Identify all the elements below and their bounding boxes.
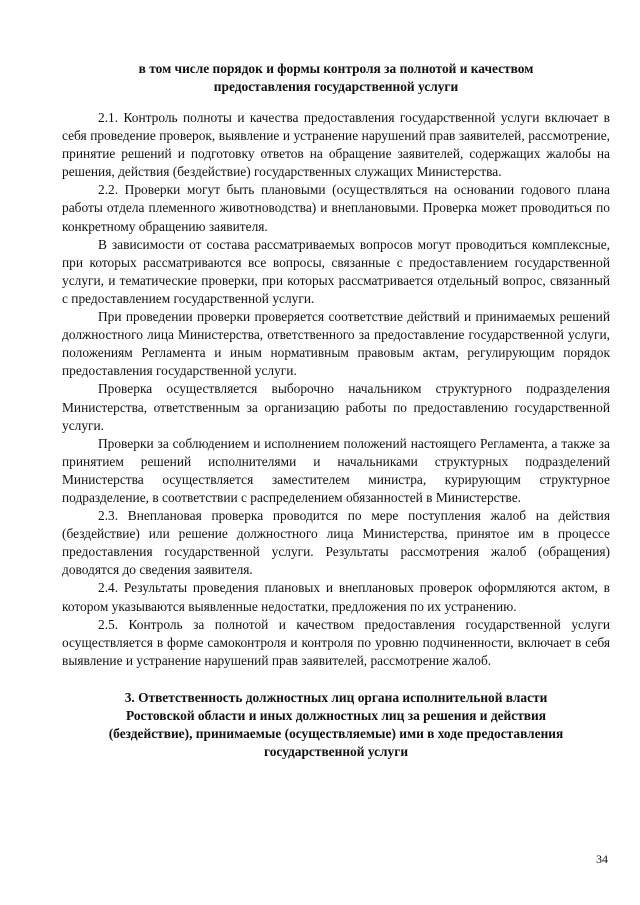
heading-line: в том числе порядок и формы контроля за полнотой и качеством (138, 61, 534, 76)
paragraph-2-5: 2.5. Контроль за полнотой и качеством предоставления государственной услуги осуществляется в форме самоконтроля и контроля по уровню подчиненности, включает в себя выявление и устранение нарушений прав заявителей, рассмотрение жалоб. (62, 616, 610, 668)
heading-line: Ростовской области и иных должностных лиц за решения и действия (126, 707, 546, 723)
paragraph-inspection-types: В зависимости от состава рассматриваемых вопросов могут проводиться комплексные, при которых рассматриваются все вопросы, связанные с предоставлением государственной услуги, и тематические проверки, при которых рассматривается отдельный вопрос, связанный с предоставлением государственной услуги. (62, 236, 610, 306)
paragraph-2-4: 2.4. Результаты проведения плановых и внеплановых проверок оформляются актом, в котором указываются выявленные недостатки, предложения по их устранению. (62, 580, 610, 614)
document-page (62, 60, 610, 761)
paragraph-2-2: 2.2. Проверки могут быть плановыми (осуществляться на основании годового плана работы отдела племенного животноводства) и внеплановыми. Проверка может проводиться по конкретному обращению заявителя. (62, 182, 610, 234)
paragraph-selective-inspection: Проверка осуществляется выборочно начальником структурного подразделения Министерства, ответственным за организацию работы по предоставлению государственной услуги. (62, 381, 610, 433)
heading-line: предоставления государственной услуги (213, 79, 459, 94)
page-number: 34 (596, 852, 608, 866)
section-heading-control (62, 60, 610, 96)
section-spacer (62, 670, 610, 689)
paragraph-2-3: 2.3. Внеплановая проверка проводится по мере поступления жалоб на действия (бездействие) или решение должностного лица Министерства, принятое им в процессе предоставления государственной услуги. Результаты рассмотрения жалоб (обращения) доводятся до сведения заявителя. (62, 508, 610, 578)
section-heading-3 (62, 689, 610, 761)
heading-line: 3. Ответственность должностных лиц органа исполнительной власти (124, 689, 548, 705)
heading-line: (бездействие), принимаемые (осуществляемые) ими в ходе предоставления (108, 725, 564, 741)
paragraph-inspection-scope: При проведении проверки проверяется соответствие действий и принимаемых решений должностного лица Министерства, ответственного за предоставление государственной услуги, положениям Регламента и иным нормативным правовым актам, регулирующим порядок предоставления государственной услуги. (62, 309, 610, 379)
paragraph-2-1: 2.1. Контроль полноты и качества предоставления государственной услуги включает в себя проведение проверок, выявление и устранение нарушений прав заявителей, рассмотрение, принятие решений и подготовку ответов на обращение заявителей, содержащих жалобы на решения, действия (бездействие) государственных служащих Министерства. (62, 110, 610, 180)
heading-line: государственной услуги (263, 743, 409, 759)
paragraph-regulation-compliance: Проверки за соблюдением и исполнением положений настоящего Регламента, а также за принятием решений исполнителями и начальниками структурных подразделений Министерства осуществляется заместителем министра, курирующим структурное подразделение, в соответствии с распределением обязанностей в Министерстве. (62, 435, 610, 505)
